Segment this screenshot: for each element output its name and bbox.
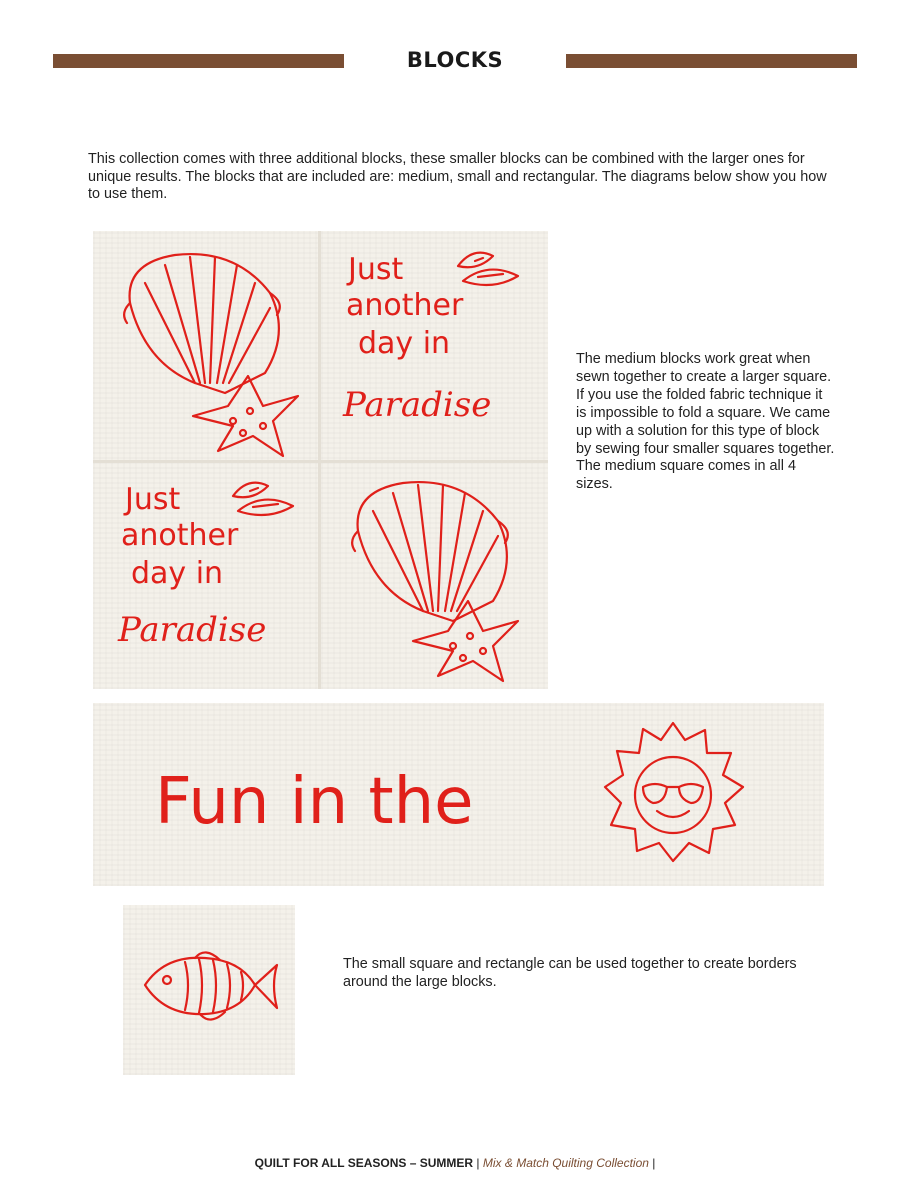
medium-tr-line1: Just xyxy=(348,252,404,287)
shell-icon xyxy=(124,254,280,393)
leaves-icon xyxy=(458,253,518,285)
leaves-icon xyxy=(233,483,293,515)
rectangle-block-image xyxy=(93,703,824,886)
medium-tr-line4: Paradise xyxy=(343,385,492,425)
medium-tr-line3: day in xyxy=(358,326,451,361)
fish-icon xyxy=(145,952,277,1019)
small-block-description: The small square and rectangle can be used together to create borders around the large blocks. xyxy=(343,956,797,990)
small-embroidery xyxy=(123,905,295,1075)
footer-series-name: Mix & Match Quilting Collection xyxy=(482,1156,649,1170)
intro-paragraph: This collection comes with three additional blocks, these smaller blocks can be combined with the larger ones for unique results. The blocks that are included are: medium, small and rectangular. The diagrams below show you how to use them. xyxy=(88,151,827,202)
small-block-image xyxy=(123,905,295,1075)
medium-blocks-description: The medium blocks work great when sewn together to create a larger square. If you use the folded fabric technique it is impossible to fold a square. We came up with a solution for this type of block by sewing four smaller squares together. The medium square comes in all 4 sizes. xyxy=(576,351,835,493)
page-title: BLOCKS xyxy=(406,48,504,72)
rectangle-embroidery xyxy=(93,703,824,886)
footer-collection-title: QUILT FOR ALL SEASONS – SUMMER xyxy=(254,1156,474,1170)
medium-bl-line1: Just xyxy=(125,482,181,517)
medium-bl-line3: day in xyxy=(131,556,224,591)
sun-with-sunglasses-icon xyxy=(605,723,743,861)
shell-icon xyxy=(352,482,508,621)
page-footer xyxy=(0,1156,910,1170)
rectangle-text: Fun in the xyxy=(155,765,474,839)
footer-separator: | xyxy=(473,1156,483,1170)
medium-blocks-image xyxy=(93,231,548,689)
header-bar-right xyxy=(566,54,857,68)
footer-separator: | xyxy=(648,1156,656,1170)
medium-bl-line4: Paradise xyxy=(118,610,267,650)
medium-bl-line2: another xyxy=(121,518,239,553)
seam-horizontal xyxy=(93,460,548,463)
medium-tr-line2: another xyxy=(346,288,464,323)
header-bar-left xyxy=(53,54,344,68)
